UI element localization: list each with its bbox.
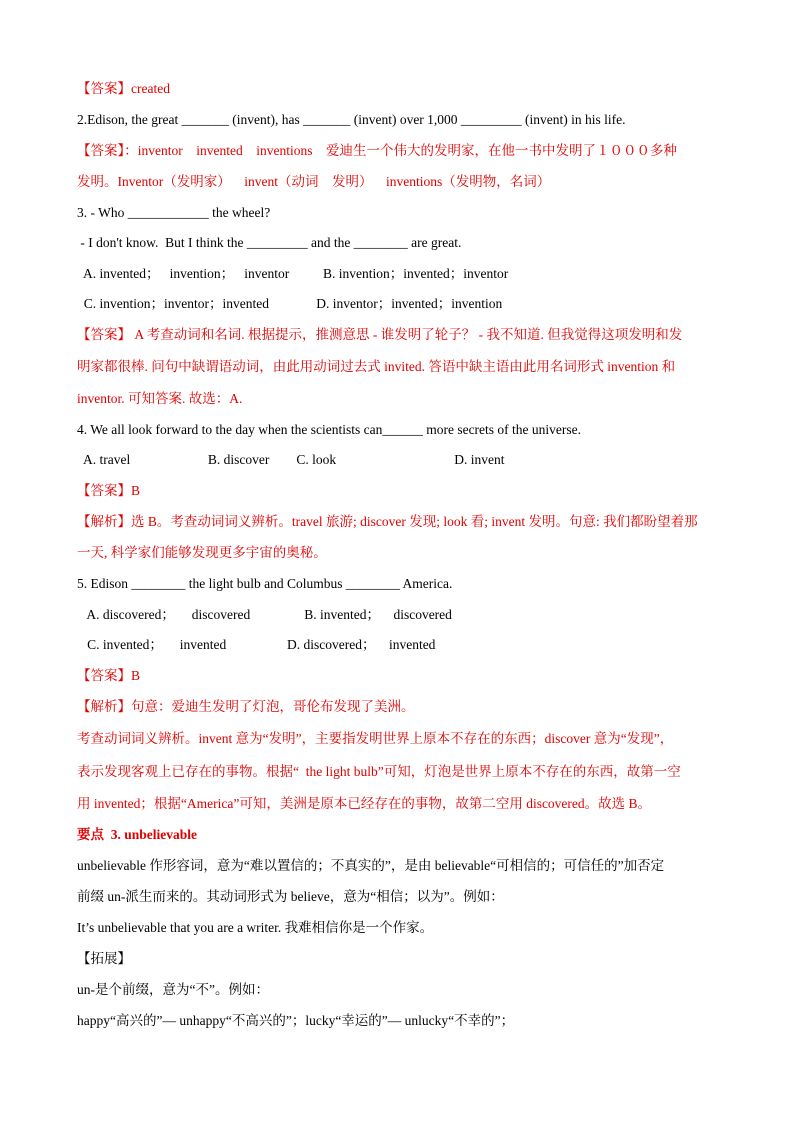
question-5: 5. Edison ________ the light bulb and Columbus ________ America. [77, 576, 453, 591]
explanation-line-2: 前缀 un-派生而来的。其动词形式为 believe，意为“相信；以为”。例如： [77, 889, 504, 904]
question-4: 4. We all look forward to the day when the scientists can______ more secrets of the universe. [77, 422, 582, 437]
answer-line-3c: inventor. 可知答案. 故选：A. [77, 391, 243, 406]
question-3-response: - I don't know. But I think the _________ and the ________ are great. [77, 235, 462, 250]
extension-line-1: un-是个前缀，意为“不”。例如： [77, 982, 269, 997]
analysis-line-4a: 【解析】选 B。考查动词词义辨析。travel 旅游; discover 发现; look 看; invent 发明。句意: 我们都盼望着那 [77, 514, 698, 529]
answer-line-3a: 【答案】 A 考查动词和名词. 根据提示，推测意思 - 谁发明了轮子？ - 我不知道. 但我觉得这项发明和发 [77, 327, 683, 342]
explanation-line-1: unbelievable 作形容词，意为“难以置信的；不真实的”，是由 believable“可相信的；可信任的”加否定 [77, 858, 665, 873]
analysis-line-5b: 考查动词词义辨析。invent 意为“发明”，主要指发明世界上原本不存在的东西；discover 意为“发现”， [77, 731, 674, 746]
question-5-options-ab: A. discovered； discovered B. invented； discovered [77, 607, 452, 622]
answer-line-1: 【答案】created [77, 81, 170, 96]
extension-heading: 【拓展】 [77, 951, 131, 966]
question-3-options-cd: C. invention；inventor；invented D. inventor；invented；invention [77, 296, 503, 311]
analysis-line-5c: 表示发现客观上已存在的事物。根据“ the light bulb”可知，灯泡是世界上原本不存在的东西，故第一空 [77, 764, 681, 779]
question-3: 3. - Who ____________ the wheel? [77, 205, 271, 220]
question-5-options-cd: C. invented； invented D. discovered； invented [77, 637, 436, 652]
answer-line-3b: 明家都很棒. 问句中缺谓语动词，由此用动词过去式 invited. 答语中缺主语由此用名词形式 invention 和 [77, 359, 676, 374]
extension-line-2: happy“高兴的”— unhappy“不高兴的”；lucky“幸运的”— unlucky“不幸的”； [77, 1013, 515, 1028]
analysis-line-4b: 一天, 科学家们能够发现更多宇宙的奥秘。 [77, 545, 327, 560]
example-sentence: It’s unbelievable that you are a writer. 我难相信你是一个作家。 [77, 920, 434, 935]
question-2: 2.Edison, the great _______ (invent), has _______ (invent) over 1,000 _________ (invent) in his life. [77, 112, 626, 127]
question-3-options-ab: A. invented； invention； inventor B. invention；invented；inventor [77, 266, 509, 281]
section-heading: 要点 3. unbelievable [77, 827, 198, 842]
answer-line-4: 【答案】B [77, 483, 141, 498]
analysis-line-5d: 用 invented；根据“America”可知，美洲是原本已经存在的事物，故第二空用 discovered。故选 B。 [77, 796, 652, 811]
analysis-line-5a: 【解析】句意：爱迪生发明了灯泡，哥伦布发现了美洲。 [77, 699, 415, 714]
answer-line-2a: 【答案】：inventor invented inventions 爱迪生一个伟大的发明家，在他一书中发明了１０００多种 [77, 143, 677, 158]
answer-line-2b: 发明。Inventor（发明家） invent（动词 发明） inventions（发明物，名词） [77, 174, 551, 189]
answer-line-5: 【答案】B [77, 668, 141, 683]
question-4-options: A. travel B. discover C. look D. invent [77, 452, 505, 467]
